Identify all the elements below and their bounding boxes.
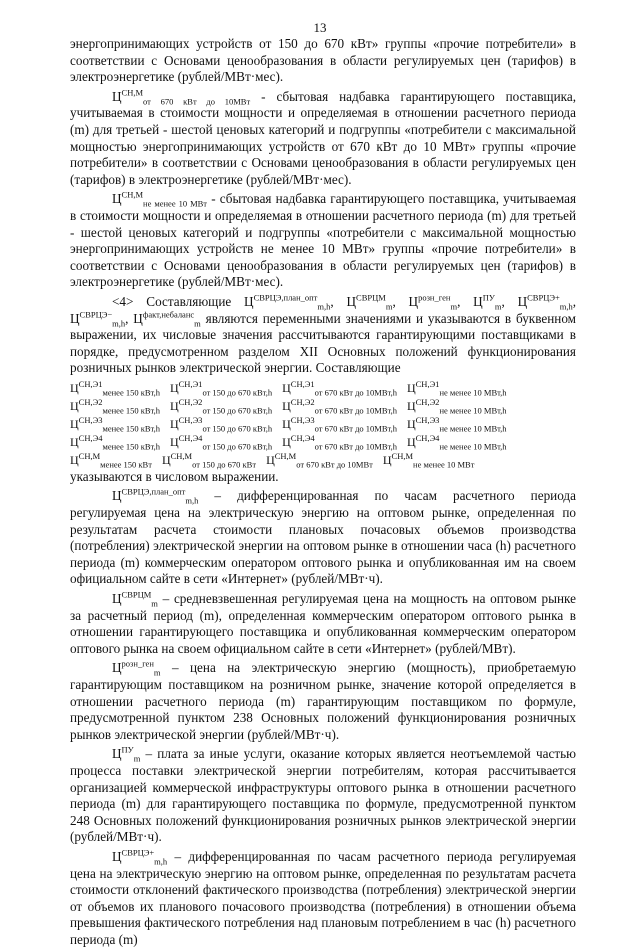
definition-text: – дифференцированная по часам расчетного периода регулируемая цена на электрическую энергию на оптовом рынке, определенная по результатам расчета стоимости плановых почасовых объемов производства (потребления) электрической энергии на оптовом рынке в отношении часа (h) расчетного периода (m) коммерческим оператором оптового рынка и опубликованная им на своем официальном сайте в сети «Интернет» (рублей/МВт·ч). [70, 488, 576, 587]
formula-symbol: $Ц^{СН,Э4}_{от 670 кВт до 10МВт,h}$ [282, 432, 397, 452]
definition-text: – средневзвешенная регулируемая цена на мощность на оптовом рынке за расчетный период (m), определенная коммерческим оператором оптового рынка в отношении гарантирующего поставщика и опубликованная коммерческим оператором оптового рынка на своем официальном сайте в сети «Интернет» (рублей/МВт). [70, 591, 576, 656]
definition-text: – дифференцированная по часам расчетного периода регулируемая цена на электрическую энергию на оптовом рынке, определенная по результатам расчета стоимости отклонений фактического производства (потребления) электрической энергии от объемов их планового почасового производства (потребления) в отношении объема превышения фактического потребления над плановым потреблением в час (h) расчетного периода (m) [70, 848, 576, 947]
formula-symbol: $Ц^{СН,Э2}_{от 670 кВт до 10МВт,h}$ [282, 396, 397, 416]
definition-text: – плата за иные услуги, оказание которых является неотъемлемой частью процесса поставки электрической энергии потребителям, которая рассчитывается организацией коммерческой инфраструктуры оптового рынка в отношении расчетного периода (m) для гарантирующего поставщика по формуле, предусмотренной пунктом 248 Основных положений функционирования розничных рынков электрической энергии (рублей/МВт·ч). [70, 746, 577, 845]
formula-symbol: $Ц^{СВРЦЭ,план\_опт}_{m,h}$ [112, 487, 199, 507]
section-4-tail: указываются в числовом выражении. [70, 468, 279, 484]
formula-symbol: $Ц^{СН,Э3}_{не менее 10 МВт,h}$ [406, 414, 507, 434]
formula-symbol: $Ц^{СВРЦЭ,план\_опт}_{m,h}$ [244, 292, 331, 312]
formula-symbol: $Ц^{СВРЦМ}_m$ [346, 292, 393, 312]
formula-symbol: $Ц^{СН,Э1}_{от 150 до 670 кВт,h}$ [169, 378, 273, 398]
formula-symbol: $Ц^{ПУ}_m$ [473, 292, 502, 312]
formula-symbol: $Ц^{СН,М}_{от 670 кВт до 10МВт}$ [266, 450, 373, 470]
formula-symbol: $Ц^{СН,Э2}_{не менее 10 МВт,h}$ [406, 396, 507, 416]
section-4-text: являются переменными значениями и указываются в буквенном выражении, их числовые значения рассчитываются гарантирующими поставщиками в порядке, предусмотренном разделом XII Основных положений функционирования розничных рынков электрической энергии. Составляющие [70, 310, 577, 376]
definitions-list [70, 488, 576, 948]
formula-symbol: $Ц^{СН,Э4}_{менее 150 кВт,h}$ [70, 432, 160, 452]
variable-components: $Ц^{СВРЦЭ,план\_опт}_{m,h}$, $Ц^{СВРЦМ}_m$, $Ц^{розн\_ген}_m$, $Ц^{ПУ}_m$, $Ц^{СВРЦЭ+}_{m,h}$, $Ц^{СВРЦЭ-}_{m,h}$, $Ц^{факт,небаланс}_m$ [70, 292, 577, 329]
page-number: 13 [313, 20, 327, 35]
formula-symbol: $Ц^{СН,Э1}_{не менее 10 МВт,h}$ [406, 378, 507, 398]
numeric-components [70, 379, 576, 469]
definition-paragraph [70, 849, 576, 949]
formula-symbol: $Ц^{СН,М}_{от 670 кВт до 10МВт}$ [112, 87, 251, 107]
formula-symbol: $Ц^{СН,М}_{менее 150 кВт}$ [70, 450, 152, 470]
formula-symbol: $Ц^{СВРЦЭ+}_{m,h}$ [517, 292, 573, 312]
definition-paragraph [70, 488, 576, 588]
formula-symbol: $Ц^{СВРЦМ}_m$ [112, 589, 158, 609]
formula-symbol: $Ц^{СН,Э4}_{от 150 до 670 кВт,h}$ [169, 432, 273, 452]
formula-symbol: $Ц^{ПУ}_m$ [112, 744, 141, 765]
document-body [70, 36, 576, 949]
section-4-prefix: <4> Составляющие [112, 293, 232, 309]
definition-670kw-10mw [70, 89, 576, 189]
definition-text: – цена на электрическую энергию (мощность), приобретаемую гарантирующим поставщиком на розничном рынке, значение которой определяется в отношении расчетного периода (m) гарантирующим поставщиком по формуле, предусмотренной пунктом 238 Основных положений функционирования розничных рынков электрической энергии (рублей/МВт·ч). [70, 660, 576, 742]
definition-10mw [70, 191, 576, 291]
definition-text: - сбытовая надбавка гарантирующего поставщика, учитываемая в стоимости мощности и определяемая в отношении расчетного периода (m) для третьей - шестой ценовых категорий и подгруппы «потребители с максимальной мощностью энергопринимающих устройств не менее 10 МВт» группы «прочие потребители» в соответствии с Основами ценообразования в области регулируемых цен (тарифов) в электроэнергетике (рублей/МВт·мес). [70, 191, 577, 290]
formula-symbol: $Ц^{СН,Э1}_{менее 150 кВт,h}$ [70, 378, 160, 398]
formula-symbol: $Ц^{СН,М}_{не менее 10 МВт}$ [112, 189, 208, 209]
formula-symbol: $Ц^{факт,небаланс}_m$ [133, 309, 201, 329]
definition-paragraph [70, 660, 576, 743]
formula-symbol: $Ц^{СН,Э2}_{менее 150 кВт,h}$ [70, 396, 160, 416]
definition-paragraph [70, 746, 576, 846]
formula-symbol: $Ц^{СВРЦЭ+}_{m,h}$ [112, 847, 168, 867]
formula-symbol: $Ц^{СН,М}_{не менее 10 МВт}$ [382, 450, 475, 470]
formula-symbol: $Ц^{СН,Э4}_{не менее 10 МВт,h}$ [406, 432, 507, 452]
formula-symbol: $Ц^{СН,Э2}_{от 150 до 670 кВт,h}$ [169, 396, 273, 416]
formula-symbol: $Ц^{СН,Э3}_{от 150 до 670 кВт,h}$ [169, 414, 273, 434]
definition-paragraph [70, 591, 576, 657]
formula-symbol: $Ц^{СН,М}_{от 150 до 670 кВт}$ [161, 450, 257, 470]
formula-symbol: $Ц^{СН,Э3}_{от 670 кВт до 10МВт,h}$ [282, 414, 397, 434]
formula-symbol: $Ц^{СН,Э1}_{от 670 кВт до 10МВт,h}$ [282, 378, 397, 398]
formula-symbol: $Ц^{розн\_ген}_m$ [408, 292, 458, 312]
section-4-paragraph [70, 294, 576, 377]
formula-symbol: $Ц^{СН,Э3}_{менее 150 кВт,h}$ [70, 414, 160, 434]
formula-symbol: $Ц^{СВРЦЭ-}_{m,h}$ [70, 309, 126, 329]
intro-paragraph: энергопринимающих устройств от 150 до 670 кВт» группы «прочие потребители» в соответствии с Основами ценообразования в области регулируемых цен (тарифов) в электроэнергетике (рублей/МВт·мес). [70, 36, 576, 85]
formula-symbol: $Ц^{розн\_ген}_m$ [112, 659, 161, 679]
definition-text: - сбытовая надбавка гарантирующего поставщика, учитываемая в стоимости мощности и определяемая в отношении расчетного периода (m) для третьей - шестой ценовых категорий и подгруппы «потребители с максимальной мощностью энергопринимающих устройств от 670 кВт до 10 МВт» группы «прочие потребители» в соответствии с Основами ценообразования в области регулируемых цен (тарифов) в электроэнергетике (рублей/МВт·мес). [70, 88, 576, 187]
